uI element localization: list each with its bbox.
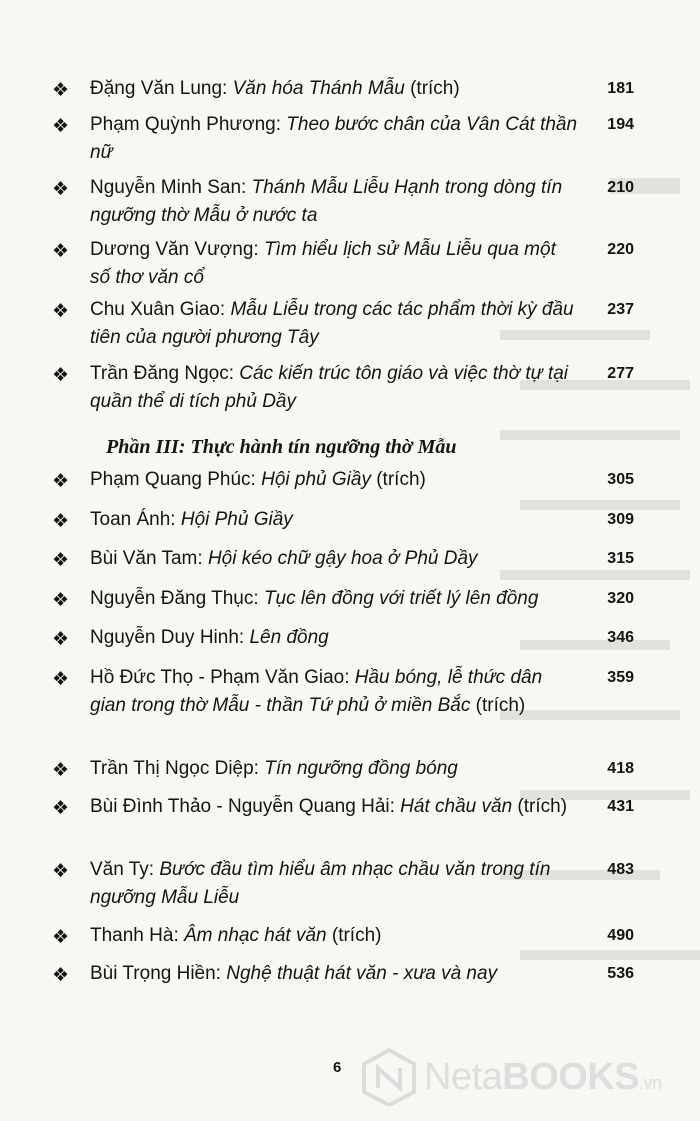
- entry-title: Văn hóa Thánh Mẫu: [232, 78, 405, 99]
- entry-text: [90, 664, 580, 720]
- entry-author: Bùi Trọng Hiền:: [90, 963, 227, 984]
- entry-text: [90, 506, 580, 534]
- entry-page-number: 305: [607, 471, 634, 488]
- diamond-bullet-icon: ❖: [52, 178, 70, 200]
- entry-title: Hát chầu văn: [400, 796, 513, 817]
- entry-author: Đặng Văn Lung:: [90, 78, 233, 99]
- entry-text: [90, 856, 580, 912]
- entry-page-number: 320: [607, 590, 634, 607]
- entry-text: [90, 545, 580, 573]
- entry-page-number: 181: [607, 80, 634, 97]
- entry-title: Các kiến trúc tôn giáo và việc thờ tự tại quần thể di tích phủ Dầy: [90, 363, 568, 412]
- diamond-bullet-icon: ❖: [52, 964, 70, 986]
- diamond-bullet-icon: ❖: [52, 79, 70, 101]
- entry-author: Toan Ánh:: [90, 509, 181, 530]
- diamond-bullet-icon: ❖: [52, 510, 70, 532]
- entry-page-number: 277: [607, 365, 634, 382]
- entry-suffix: (trích): [326, 925, 382, 946]
- entry-page-number: 536: [607, 965, 634, 982]
- diamond-bullet-icon: ❖: [52, 668, 70, 690]
- section-heading: Phần III: Thực hành tín ngưỡng thờ Mẫu: [106, 436, 457, 458]
- entry-text: [90, 624, 580, 652]
- entry-author: Bùi Đình Thảo - Nguyễn Quang Hải:: [90, 796, 401, 817]
- entry-page-number: 346: [607, 629, 634, 646]
- entry-text: [90, 174, 580, 230]
- entry-suffix: (trích): [370, 469, 426, 490]
- entry-text: [90, 922, 580, 950]
- entry-title: Tín ngưỡng đồng bóng: [264, 758, 458, 779]
- entry-page-number: 220: [607, 241, 634, 258]
- entry-text: [90, 111, 580, 167]
- entry-page-number: 490: [607, 927, 634, 944]
- diamond-bullet-icon: ❖: [52, 797, 70, 819]
- entry-title: Hầu bóng, lễ thức dân gian trong thờ Mẫu - thần Tứ phủ ở miền Bắc: [90, 667, 543, 716]
- diamond-bullet-icon: ❖: [52, 549, 70, 571]
- entry-author: Bùi Văn Tam:: [90, 548, 208, 569]
- entry-text: [90, 236, 580, 292]
- watermark-brand-bold: BOOKS: [502, 1056, 640, 1098]
- entry-title: Lên đồng: [249, 627, 329, 648]
- entry-author: Trần Đăng Ngọc:: [90, 363, 240, 384]
- entry-title: Mẫu Liễu trong các tác phẩm thời kỳ đầu tiên của người phương Tây: [90, 299, 574, 348]
- entry-author: Văn Ty:: [90, 859, 160, 880]
- entry-title: Theo bước chân của Vân Cát thần nữ: [90, 114, 578, 163]
- entry-author: Chu Xuân Giao:: [90, 299, 231, 320]
- entry-suffix: (trích): [512, 796, 568, 817]
- watermark-text: [424, 1056, 662, 1099]
- page-number: 6: [333, 1059, 342, 1076]
- netabooks-logo-icon: [362, 1048, 416, 1106]
- entry-title: Âm nhạc hát văn: [184, 925, 327, 946]
- entry-text: [90, 360, 580, 416]
- entry-text: [90, 296, 580, 352]
- entry-text: [90, 466, 580, 494]
- entry-title: Hội Phủ Giầy: [180, 509, 293, 530]
- watermark-brand-light: Neta: [424, 1056, 503, 1098]
- entry-author: Trần Thị Ngọc Diệp:: [90, 758, 265, 779]
- entry-page-number: 359: [607, 669, 634, 686]
- entry-author: Nguyễn Đăng Thục:: [90, 588, 264, 609]
- entry-title: Nghệ thuật hát văn - xưa và nay: [226, 963, 498, 984]
- entry-text: [90, 755, 580, 783]
- entry-title: Thánh Mẫu Liễu Hạnh trong dòng tín ngưỡng thờ Mẫu ở nước ta: [90, 177, 563, 226]
- entry-author: Nguyễn Minh San:: [90, 177, 252, 198]
- entry-page-number: 237: [607, 301, 634, 318]
- entry-author: Phạm Quỳnh Phương:: [90, 114, 287, 135]
- entry-suffix: (trích): [404, 78, 460, 99]
- entry-title: Hội kéo chữ gậy hoa ở Phủ Dầy: [207, 548, 478, 569]
- watermark-suffix: .vn: [639, 1073, 662, 1093]
- diamond-bullet-icon: ❖: [52, 300, 70, 322]
- entry-title: Tục lên đồng với triết lý lên đồng: [263, 588, 539, 609]
- diamond-bullet-icon: ❖: [52, 470, 70, 492]
- entry-text: [90, 793, 580, 821]
- netabooks-watermark: [362, 1046, 692, 1108]
- entry-page-number: 194: [607, 116, 634, 133]
- entry-author: Dương Văn Vượng:: [90, 239, 264, 260]
- entry-text: [90, 960, 580, 988]
- entry-author: Hồ Đức Thọ - Phạm Văn Giao:: [90, 667, 355, 688]
- entry-suffix: (trích): [470, 695, 526, 716]
- entry-text: [90, 585, 580, 613]
- entry-title: Bước đầu tìm hiểu âm nhạc chầu văn trong tín ngưỡng Mẫu Liễu: [90, 859, 551, 908]
- entry-title: Hội phủ Giầy: [261, 469, 371, 490]
- diamond-bullet-icon: ❖: [52, 926, 70, 948]
- entry-author: Thanh Hà:: [90, 925, 184, 946]
- diamond-bullet-icon: ❖: [52, 240, 70, 262]
- entry-page-number: 210: [607, 179, 634, 196]
- entry-author: Nguyễn Duy Hinh:: [90, 627, 250, 648]
- entry-page-number: 418: [607, 760, 634, 777]
- entry-text: [90, 75, 580, 103]
- entry-page-number: 431: [607, 798, 634, 815]
- diamond-bullet-icon: ❖: [52, 589, 70, 611]
- diamond-bullet-icon: ❖: [52, 115, 70, 137]
- entry-author: Phạm Quang Phúc:: [90, 469, 262, 490]
- diamond-bullet-icon: ❖: [52, 759, 70, 781]
- entry-page-number: 309: [607, 511, 634, 528]
- diamond-bullet-icon: ❖: [52, 860, 70, 882]
- entry-title: Tìm hiểu lịch sử Mẫu Liễu qua một số thơ văn cổ: [90, 239, 556, 288]
- entry-page-number: 315: [607, 550, 634, 567]
- diamond-bullet-icon: ❖: [52, 628, 70, 650]
- entry-page-number: 483: [607, 861, 634, 878]
- diamond-bullet-icon: ❖: [52, 364, 70, 386]
